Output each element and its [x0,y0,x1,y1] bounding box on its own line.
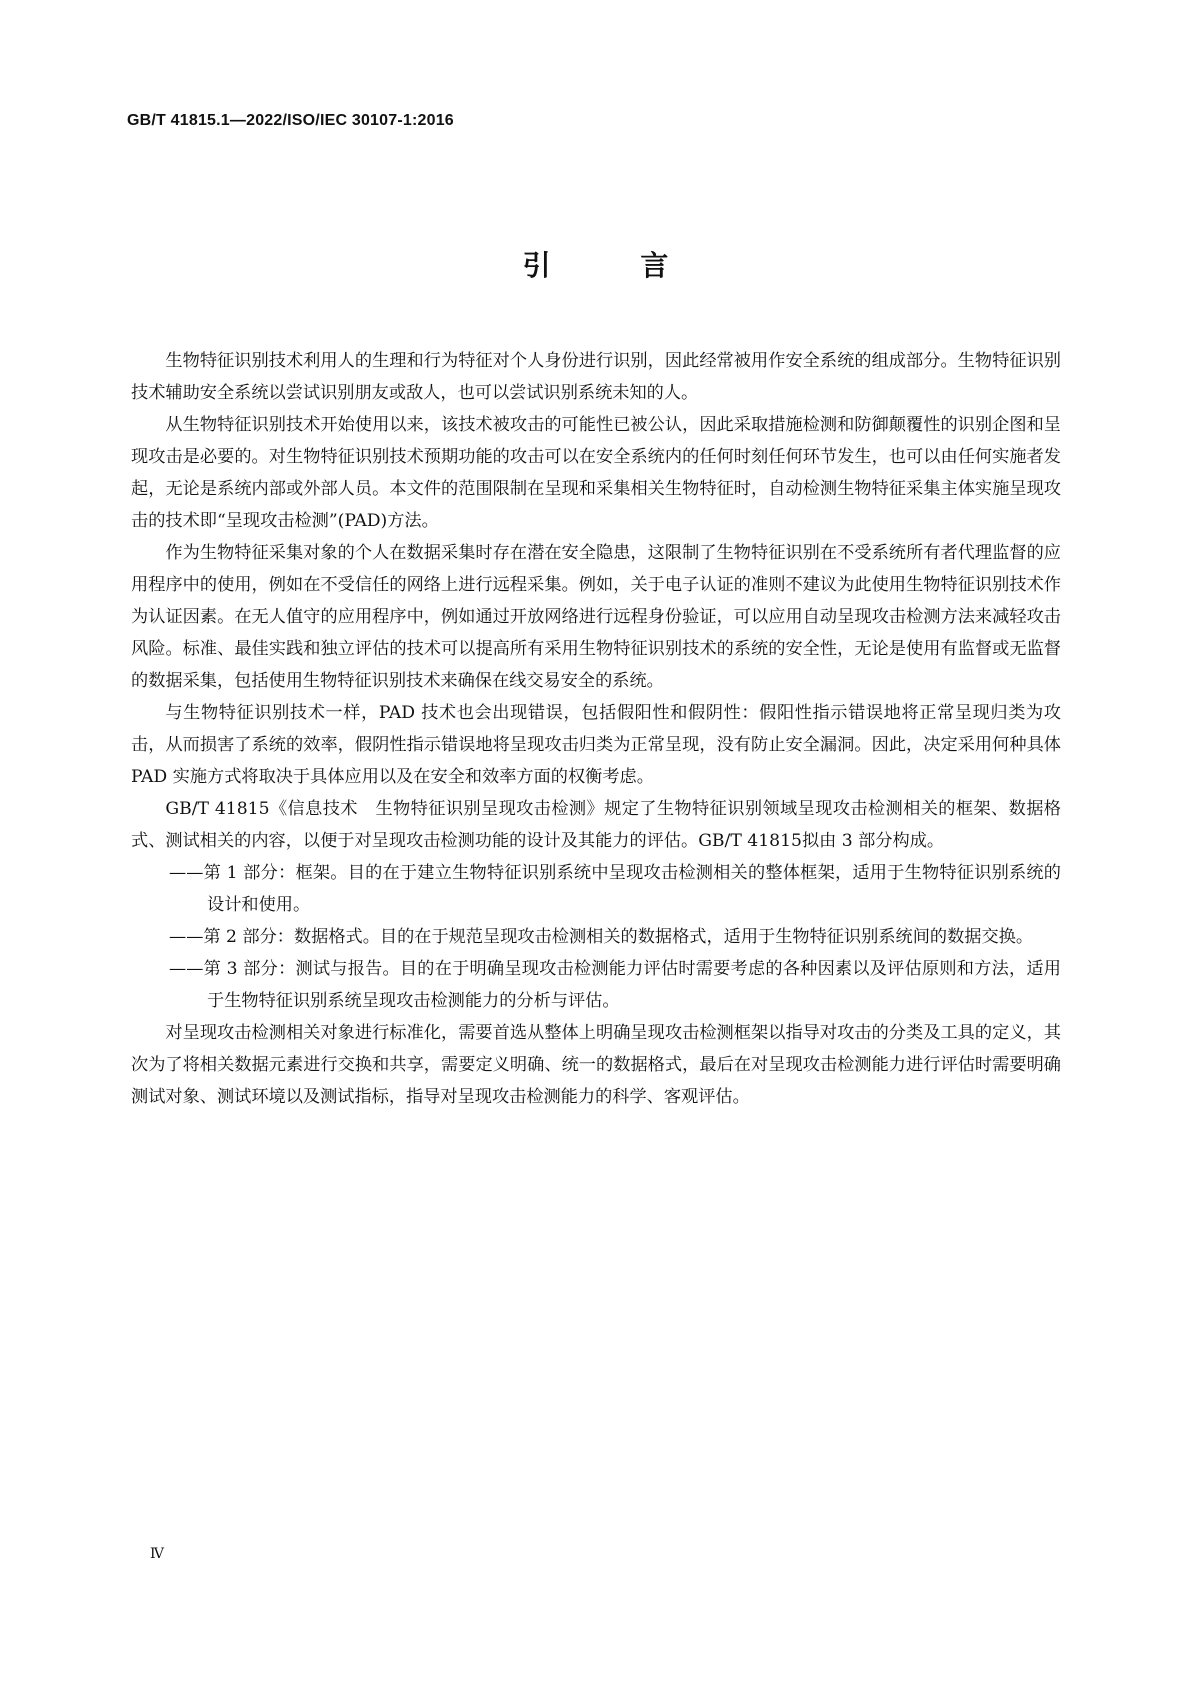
list-item-part-1: ——第 1 部分：框架。目的在于建立生物特征识别系统中呈现攻击检测相关的整体框架，适用于生物特征识别系统的设计和使用。 [169,863,1061,915]
document-header-code: GB/T 41815.1—2022/ISO/IEC 30107-1:2016 [127,112,454,129]
list-item-part-2: ——第 2 部分：数据格式。目的在于规范呈现攻击检测相关的数据格式，适用于生物特征识别系统间的数据交换。 [169,927,1034,947]
paragraph-4: 与生物特征识别技术一样，PAD 技术也会出现错误，包括假阳性和假阴性：假阳性指示错误地将正常呈现归类为攻击，从而损害了系统的效率，假阴性指示错误地将呈现攻击归类为正常呈现，没有防止安全漏洞。因此，决定采用何种具体 PAD 实施方式将取决于具体应用以及在安全和效率方面的权衡考虑。 [131,703,1061,787]
paragraph-1: 生物特征识别技术利用人的生理和行为特征对个人身份进行识别，因此经常被用作安全系统的组成部分。生物特征识别技术辅助安全系统以尝试识别朋友或敌人，也可以尝试识别系统未知的人。 [131,351,1061,403]
introduction-body [131,345,1061,1113]
paragraph-2: 从生物特征识别技术开始使用以来，该技术被攻击的可能性已被公认，因此采取措施检测和防御颠覆性的识别企图和呈现攻击是必要的。对生物特征识别技术预期功能的攻击可以在安全系统内的任何时刻任何环节发生，也可以由任何实施者发起，无论是系统内部或外部人员。本文件的范围限制在呈现和采集相关生物特征时，自动检测生物特征采集主体实施呈现攻击的技术即“呈现攻击检测”(PAD)方法。 [131,415,1061,531]
list-item-part-3: ——第 3 部分：测试与报告。目的在于明确呈现攻击检测能力评估时需要考虑的各种因素以及评估原则和方法，适用于生物特征识别系统呈现攻击检测能力的分析与评估。 [169,959,1061,1011]
section-title: 引 言 [522,249,709,282]
paragraph-5: GB/T 41815《信息技术 生物特征识别呈现攻击检测》规定了生物特征识别领域呈现攻击检测相关的框架、数据格式、测试相关的内容，以便于对呈现攻击检测功能的设计及其能力的评估。GB/T 41815拟由 3 部分构成。 [131,799,1061,851]
paragraph-3: 作为生物特征采集对象的个人在数据采集时存在潜在安全隐患，这限制了生物特征识别在不受系统所有者代理监督的应用程序中的使用，例如在不受信任的网络上进行远程采集。例如，关于电子认证的准则不建议为此使用生物特征识别技术作为认证因素。在无人值守的应用程序中，例如通过开放网络进行远程身份验证，可以应用自动呈现攻击检测方法来减轻攻击风险。标准、最佳实践和独立评估的技术可以提高所有采用生物特征识别技术的系统的安全性，无论是使用有监督或无监督的数据采集，包括使用生物特征识别技术来确保在线交易安全的系统。 [131,543,1061,691]
paragraph-closing: 对呈现攻击检测相关对象进行标准化，需要首选从整体上明确呈现攻击检测框架以指导对攻击的分类及工具的定义，其次为了将相关数据元素进行交换和共享，需要定义明确、统一的数据格式，最后在对呈现攻击检测能力进行评估时需要明确测试对象、测试环境以及测试指标，指导对呈现攻击检测能力的科学、客观评估。 [131,1023,1061,1107]
page-number: Ⅳ [150,1546,164,1562]
